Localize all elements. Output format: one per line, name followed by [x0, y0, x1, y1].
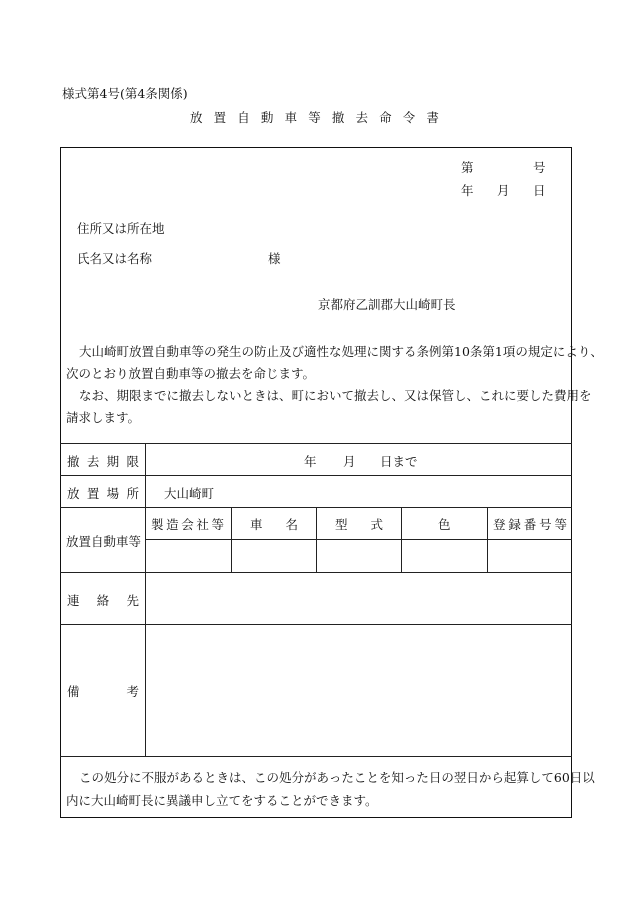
char: 製 — [151, 517, 164, 532]
date-month: 月 — [497, 183, 510, 198]
vehicle-col-car-name — [250, 515, 298, 533]
char: 考 — [126, 684, 139, 699]
remarks-label — [67, 682, 139, 700]
char: 所 — [126, 486, 139, 501]
issuer: 京都府乙訓郡大山崎町長 — [318, 297, 456, 312]
char: 連 — [67, 593, 80, 608]
char: 会 — [181, 517, 194, 532]
rule — [60, 756, 572, 757]
char: 限 — [126, 454, 139, 469]
char: 等 — [211, 517, 224, 532]
address-label: 住所又は所在地 — [77, 221, 165, 236]
name-label: 氏名又は名称 — [77, 251, 153, 266]
form-frame — [60, 147, 572, 818]
char: 録 — [508, 517, 521, 532]
vehicle-col-maker — [151, 515, 224, 533]
char: 令 — [402, 110, 417, 125]
char: 造 — [166, 517, 179, 532]
char: 登 — [493, 517, 506, 532]
char: 動 — [260, 110, 275, 125]
deadline-year: 年 — [304, 454, 317, 469]
rule — [60, 572, 572, 573]
rule — [316, 507, 317, 572]
date-day: 日 — [533, 183, 546, 198]
appeal-notice-line1: この処分に不服があるときは、この処分があったことを知った日の翌日から起算して60日以 — [79, 770, 595, 785]
form-number-label: 様式第4号(第4条関係) — [62, 86, 188, 101]
char: 書 — [426, 110, 440, 125]
deadline-month: 月 — [343, 454, 356, 469]
number-suffix: 号 — [533, 160, 546, 175]
char: 等 — [554, 517, 567, 532]
document-title — [190, 108, 440, 126]
char: 撤 — [67, 454, 80, 469]
char: 絡 — [96, 593, 110, 608]
date-year: 年 — [461, 183, 474, 198]
char: 車 — [284, 110, 299, 125]
rule — [60, 624, 572, 625]
char: 番 — [523, 517, 537, 532]
rule — [487, 507, 488, 572]
rule — [401, 507, 402, 572]
location-label — [67, 484, 139, 502]
appeal-notice-line2: 内に大山崎町長に異議申し立てをすることができます。 — [66, 793, 378, 808]
char: 色 — [438, 517, 451, 532]
char: 置 — [213, 110, 228, 125]
char: 放 — [190, 110, 204, 125]
char: 社 — [196, 517, 209, 532]
char: 車 — [250, 517, 263, 532]
char: 去 — [355, 110, 369, 125]
char: 去 — [86, 454, 100, 469]
rule — [231, 507, 232, 572]
char: 放 — [67, 486, 80, 501]
vehicle-col-color — [438, 515, 452, 533]
contact-label — [67, 591, 139, 609]
rule — [60, 475, 572, 476]
paragraph1-line1: 大山崎町放置自動車等の発生の防止及び適性な処理に関する条例第10条第1項の規定により、 — [79, 344, 603, 359]
char: 式 — [370, 517, 383, 532]
deadline-label — [67, 452, 139, 470]
char: 場 — [106, 486, 120, 501]
rule — [145, 443, 146, 756]
number-prefix: 第 — [461, 160, 474, 175]
rule — [60, 443, 572, 444]
vehicle-col-registration — [493, 515, 567, 533]
char: 先 — [126, 593, 139, 608]
char: 自 — [237, 110, 251, 125]
char: 置 — [86, 486, 100, 501]
vehicle-label: 放置自動車等 — [66, 534, 142, 549]
paragraph2-line1: なお、期限までに撤去しないときは、町において撤去し、又は保管し、これに要した費用を — [79, 388, 592, 403]
vehicle-col-model — [335, 515, 383, 533]
char: 型 — [335, 517, 348, 532]
paragraph2-line2: 請求します。 — [66, 410, 141, 425]
char: 等 — [308, 110, 322, 125]
location-value: 大山崎町 — [164, 486, 215, 501]
deadline-day-until: 日まで — [380, 454, 418, 469]
honorific: 様 — [268, 251, 281, 266]
rule — [145, 539, 572, 540]
char: 撤 — [331, 110, 346, 125]
char: 名 — [285, 517, 298, 532]
char: 備 — [67, 684, 80, 699]
char: 号 — [539, 517, 552, 532]
char: 期 — [106, 454, 120, 469]
char: 命 — [379, 110, 393, 125]
paragraph1-line2: 次のとおり放置自動車等の撤去を命じます。 — [66, 366, 316, 381]
